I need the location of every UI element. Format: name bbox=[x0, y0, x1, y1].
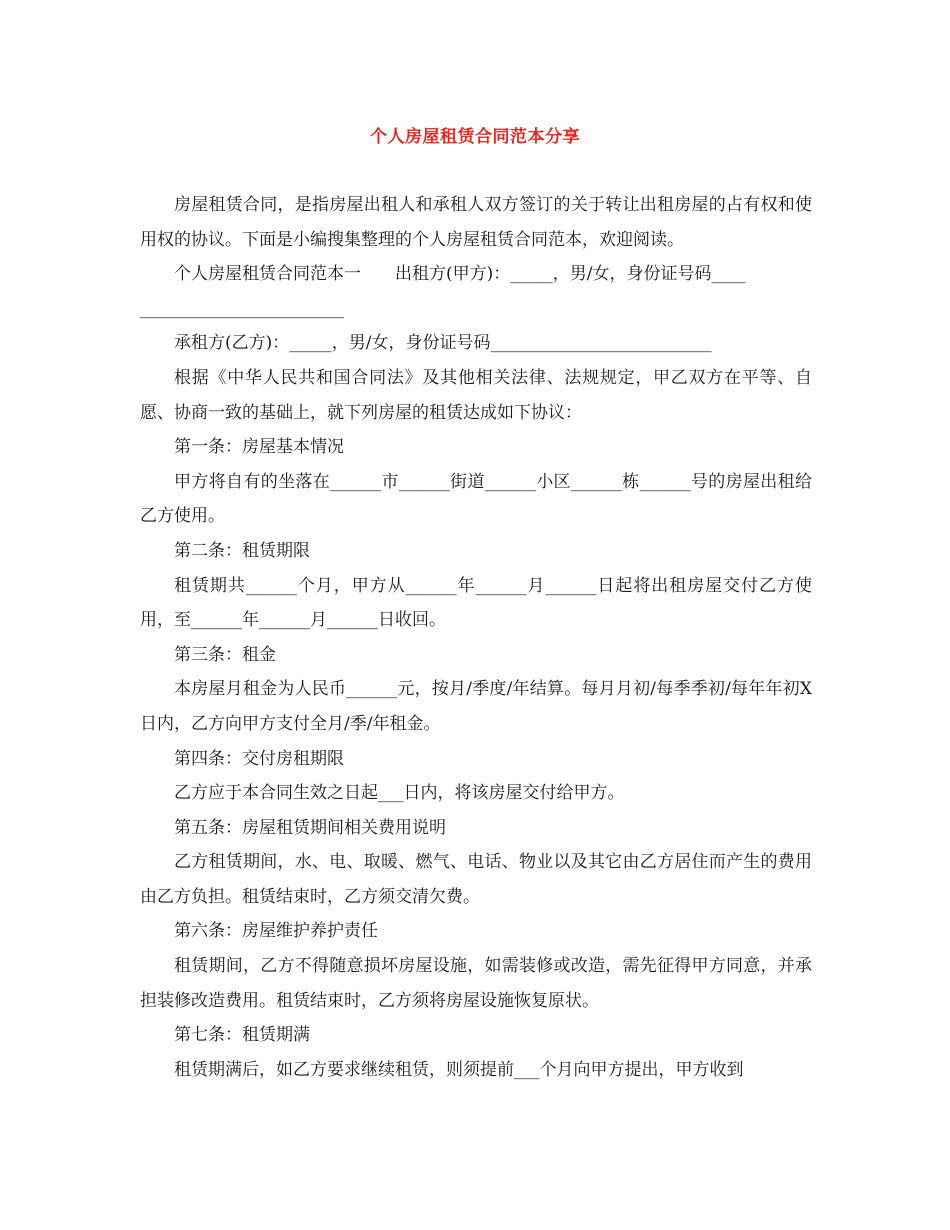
article-heading: 第三条：租金 bbox=[174, 644, 276, 665]
article-heading: 第六条：房屋维护养护责任 bbox=[174, 921, 378, 942]
paragraph: 根据《中华人民共和国合同法》及其他相关法律、法规规定，甲乙双方在平等、自愿、协商一致的基础上，就下列房屋的租赁达成如下协议： bbox=[140, 367, 812, 423]
article-heading: 第五条：房屋租赁期间相关费用说明 bbox=[174, 817, 446, 838]
paragraph: 乙方应于本合同生效之日起___日内，将该房屋交付给甲方。 bbox=[174, 783, 625, 804]
article-heading: 第二条：租赁期限 bbox=[174, 540, 310, 561]
article-heading: 第一条：房屋基本情况 bbox=[174, 437, 344, 458]
article-heading: 第四条：交付房租期限 bbox=[174, 748, 344, 769]
paragraph: 甲方将自有的坐落在______市______街道______小区______栋______号的房屋出租给乙方使用。 bbox=[140, 471, 812, 527]
paragraph: 房屋租赁合同，是指房屋出租人和承租人双方签订的关于转让出租房屋的占有权和使用权的协议。下面是小编搜集整理的个人房屋租赁合同范本，欢迎阅读。 bbox=[140, 195, 812, 250]
document-body bbox=[140, 188, 812, 1087]
paragraph: 租赁期满后，如乙方要求继续租赁，则须提前___个月向甲方提出，甲方收到 bbox=[174, 1059, 744, 1080]
paragraph: 租赁期共______个月，甲方从______年______月______日起将出租房屋交付乙方使用，至______年______月______日收回。 bbox=[140, 575, 812, 631]
paragraph-continuation: ________________________ bbox=[140, 298, 344, 319]
paragraph: 租赁期间，乙方不得随意损坏房屋设施，如需装修或改造，需先征得甲方同意，并承担装修改造费用。租赁结束时，乙方须将房屋设施恢复原状。 bbox=[140, 956, 812, 1011]
paragraph: 乙方租赁期间，水、电、取暖、燃气、电话、物业以及其它由乙方居住而产生的费用由乙方负担。租赁结束时，乙方须交清欠费。 bbox=[140, 852, 812, 907]
paragraph: 本房屋月租金为人民币______元，按月/季度/年结算。每月月初/每季季初/每年年初X日内，乙方向甲方支付全月/季/年租金。 bbox=[140, 679, 812, 734]
document-title: 个人房屋租赁合同范本分享 bbox=[370, 127, 580, 147]
article-heading: 第七条：租赁期满 bbox=[174, 1025, 310, 1046]
paragraph: 个人房屋租赁合同范本一 出租方(甲方)：_____，男/女，身份证号码____ bbox=[174, 264, 746, 285]
paragraph: 承租方(乙方)：_____，男/女，身份证号码__________________________ bbox=[174, 333, 712, 354]
